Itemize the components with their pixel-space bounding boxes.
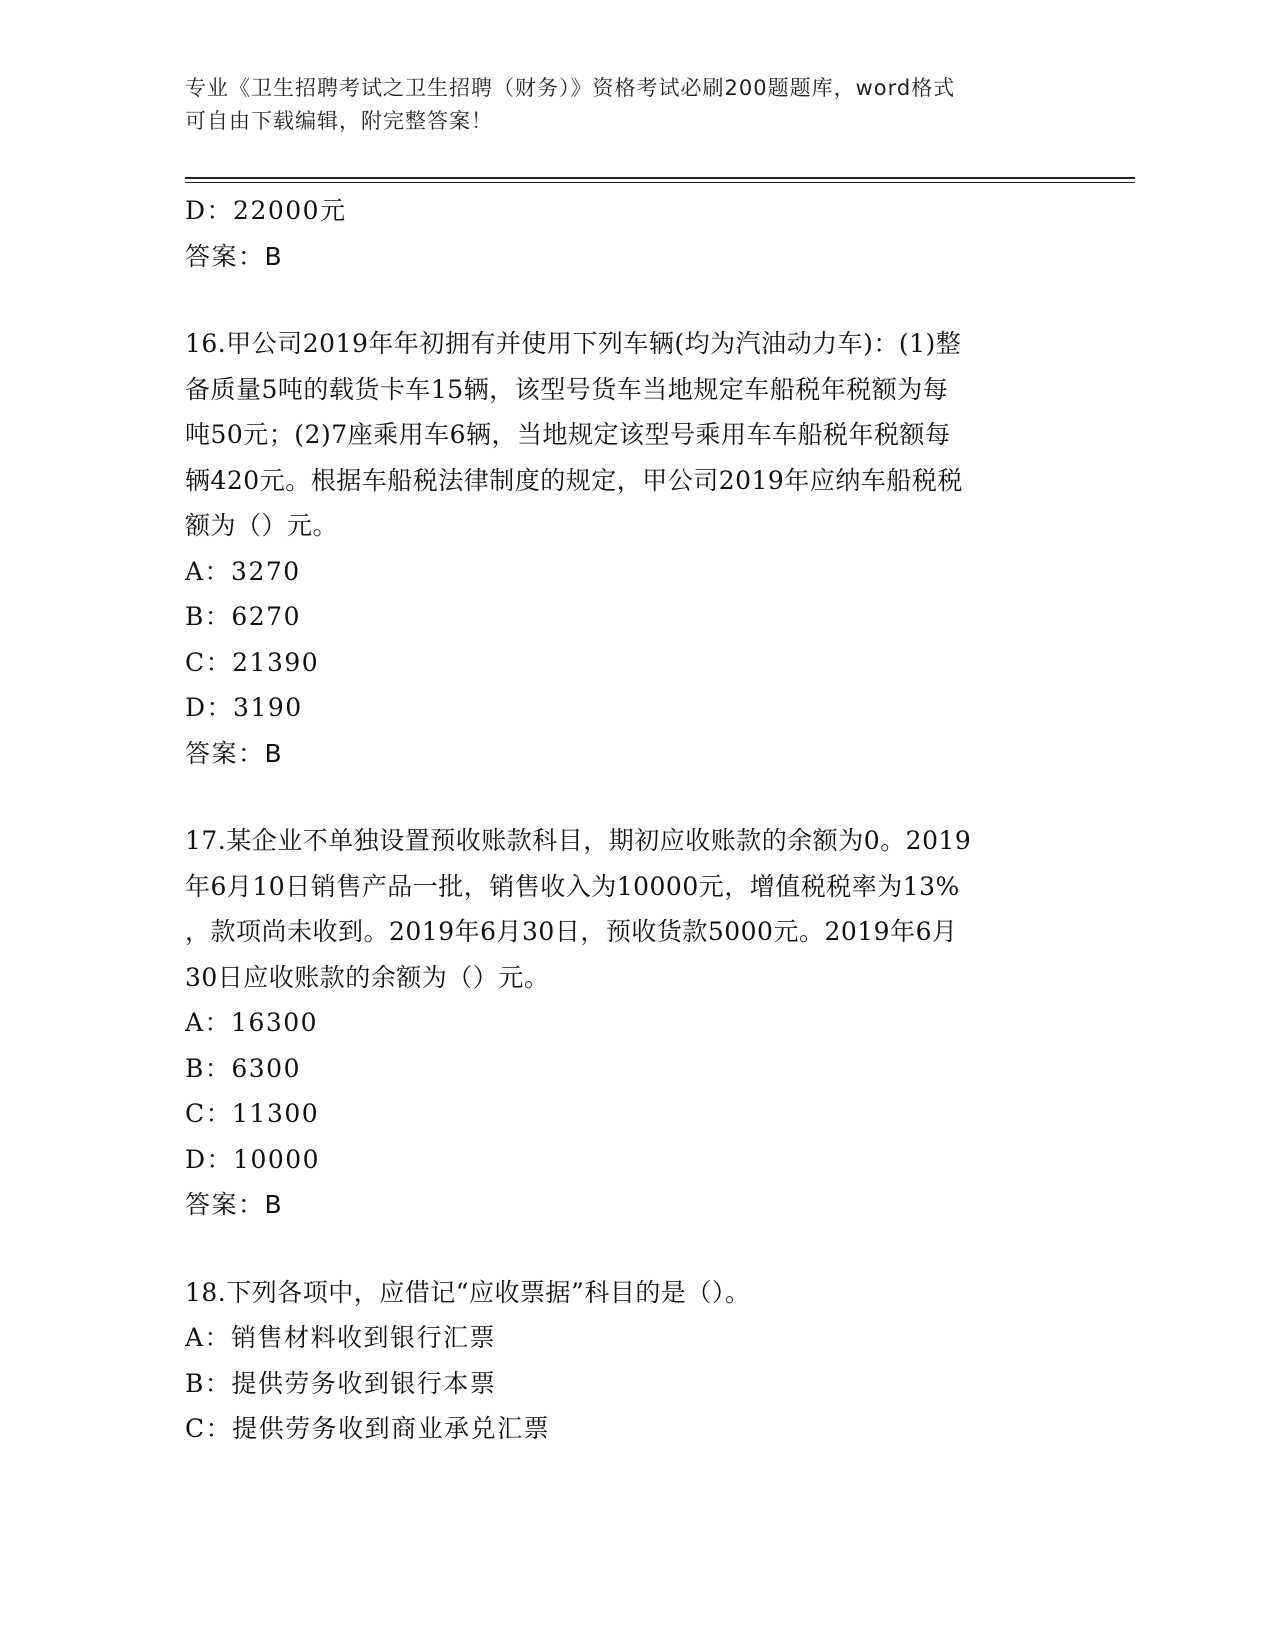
question-text-line: 额为（）元。 [185,511,339,540]
question-text-line: 30日应收账款的余额为（）元。 [185,962,550,992]
header-line-1: 专业《卫生招聘考试之卫生招聘（财务）》资格考试必刷200题题库，word格式 [185,76,956,100]
question-text-line: 16.甲公司2019年年初拥有并使用下列车辆(均为汽油动力车)：(1)整 [185,329,962,358]
question-16 [185,321,1085,776]
option-a: A：16300 [185,1008,319,1037]
question-17 [185,818,1085,1228]
question-text-line: 18.下列各项中，应借记“应收票据”科目的是（）。 [185,1277,751,1307]
option-b: B：6300 [185,1053,301,1083]
question-18 [185,1270,1085,1452]
question-text-line: 年6月10日销售产品一批，销售收入为10000元，增值税税率为13% [185,871,960,901]
option-c: C：21390 [185,647,320,677]
header-rule-thin [185,182,1135,183]
question-text-line: 辆420元。根据车船税法律制度的规定，甲公司2019年应纳车船税税 [185,465,963,495]
option-d: D：3190 [185,693,303,722]
question-text-line: 17.某企业不单独设置预收账款科目，期初应收账款的余额为0。2019 [185,826,972,855]
document-header [185,72,1065,138]
option-c: C：提供劳务收到商业承兑汇票 [185,1414,551,1443]
option-c: C：11300 [185,1099,320,1128]
option-d: D：10000 [185,1144,321,1174]
question-text-line: 备质量5吨的载货卡车15辆，该型号货车当地规定车船税年税额为每 [185,374,949,404]
option-b: B：提供劳务收到银行本票 [185,1368,497,1398]
answer: 答案：B [185,241,284,271]
previous-question-tail [185,188,1085,279]
option-b: B：6270 [185,602,301,631]
option-d: D：22000元 [185,196,347,225]
option-a: A：3270 [185,556,301,586]
option-a: A：销售材料收到银行汇票 [185,1323,497,1352]
question-text-line: ，款项尚未收到。2019年6月30日，预收货款5000元。2019年6月 [185,917,958,946]
header-rule-thick [185,177,1135,179]
answer: 答案：B [185,738,284,768]
header-line-2: 可自由下载编辑，附完整答案！ [185,109,493,133]
document-body [185,188,1085,1452]
question-text-line: 吨50元；(2)7座乘用车6辆，当地规定该型号乘用车车船税年税额每 [185,420,951,449]
answer: 答案：B [185,1190,284,1219]
